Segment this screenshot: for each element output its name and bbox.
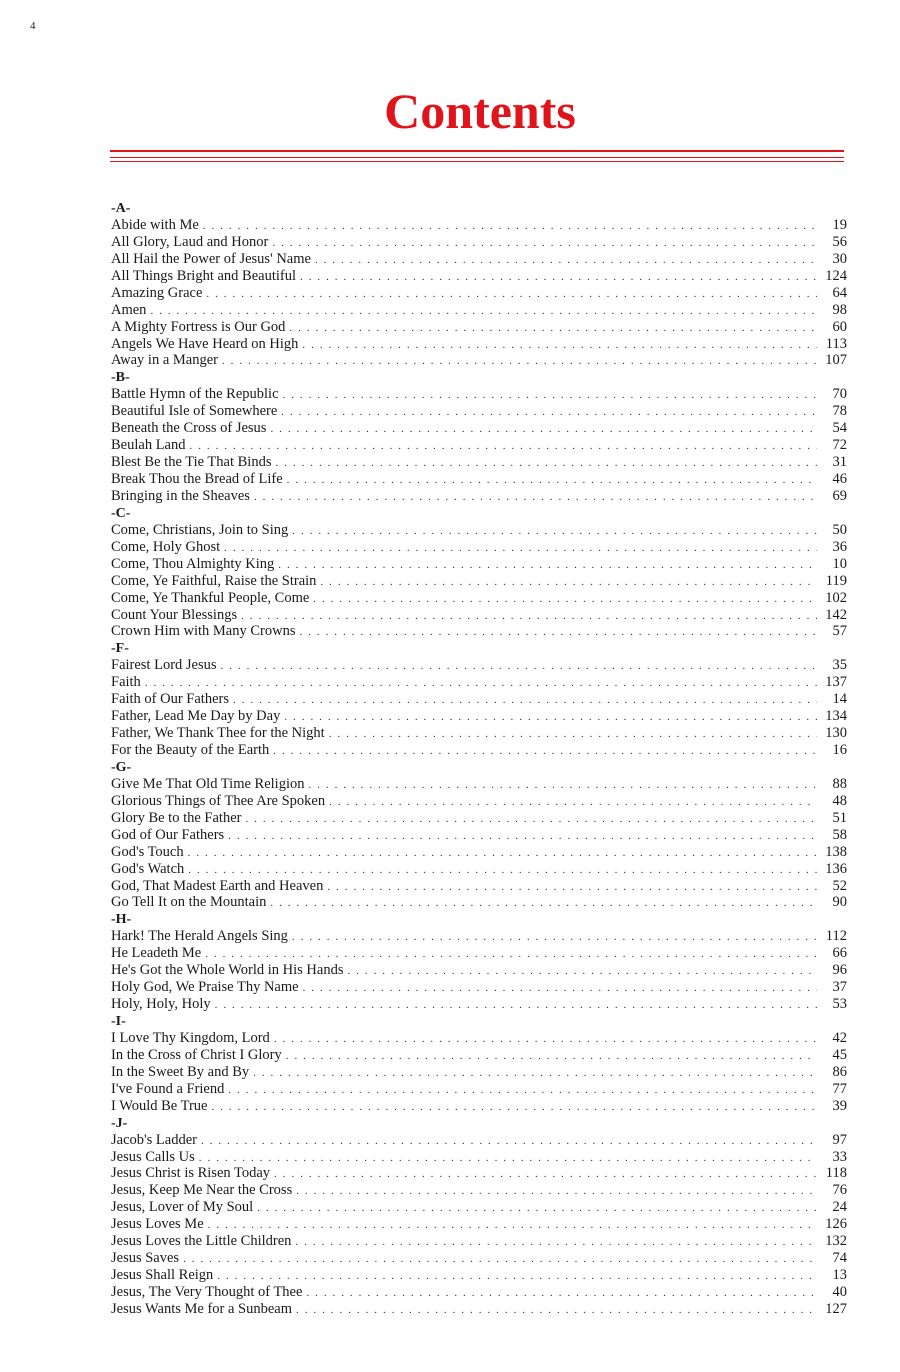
toc-entry <box>111 928 847 945</box>
dot-leader <box>292 929 817 946</box>
entry-page-number: 126 <box>825 1216 847 1233</box>
toc-section <box>111 1115 847 1318</box>
toc-entry <box>111 878 847 895</box>
toc-entry <box>111 1165 847 1182</box>
dot-leader <box>245 811 817 828</box>
entry-title: Jesus Saves <box>111 1250 180 1267</box>
dot-leader <box>188 845 817 862</box>
entry-title: Amazing Grace <box>111 284 203 301</box>
toc-entry <box>111 352 847 369</box>
dot-leader <box>270 895 817 912</box>
entry-page-number: 35 <box>832 657 847 674</box>
entry-page-number: 31 <box>832 454 847 471</box>
toc-section <box>111 505 847 641</box>
entry-page-number: 37 <box>832 979 847 996</box>
toc-entry <box>111 539 847 556</box>
dot-leader <box>320 574 817 591</box>
toc-entry <box>111 386 847 403</box>
entry-title: God, That Madest Earth and Heaven <box>111 877 324 894</box>
entry-page-number: 127 <box>825 1300 847 1317</box>
toc-entry <box>111 522 847 539</box>
dot-leader <box>188 862 817 879</box>
dot-leader <box>281 404 817 421</box>
toc-entry <box>111 894 847 911</box>
entry-page-number: 88 <box>832 775 847 792</box>
toc-entry <box>111 420 847 437</box>
dot-leader <box>241 608 817 625</box>
dot-leader <box>270 421 817 438</box>
toc-section <box>111 759 847 911</box>
dot-leader <box>199 1150 817 1167</box>
toc-entry <box>111 217 847 234</box>
entry-page-number: 51 <box>832 809 847 826</box>
toc-entry <box>111 1216 847 1233</box>
entry-title: Come, Christians, Join to Sing <box>111 521 289 538</box>
dot-leader <box>287 472 817 489</box>
dot-leader <box>286 1048 817 1065</box>
dot-leader <box>272 235 817 252</box>
entry-page-number: 134 <box>825 708 847 725</box>
entry-page-number: 30 <box>832 250 847 267</box>
entry-page-number: 45 <box>832 1046 847 1063</box>
dot-leader <box>295 1234 817 1251</box>
entry-title: Jesus Loves the Little Children <box>111 1233 292 1250</box>
entry-title: Jesus, The Very Thought of Thee <box>111 1284 303 1300</box>
entry-page-number: 39 <box>832 1097 847 1114</box>
dot-leader <box>145 675 817 692</box>
toc-entry <box>111 251 847 268</box>
entry-title: Blest Be the Tie That Binds <box>111 454 272 471</box>
toc-entry <box>111 336 847 353</box>
toc-entry <box>111 1199 847 1216</box>
entry-title: I Would Be True <box>111 1097 208 1114</box>
toc-entry <box>111 979 847 996</box>
toc-entry <box>111 742 847 759</box>
entry-page-number: 57 <box>832 623 847 640</box>
dot-leader <box>233 692 817 709</box>
dot-leader <box>150 303 817 320</box>
dot-leader <box>278 557 817 574</box>
toc-entry <box>111 1098 847 1115</box>
entry-title: Break Thou the Bread of Life <box>111 471 283 487</box>
entry-title: Faith <box>111 674 141 691</box>
entry-title: Glory Be to the Father <box>111 809 242 826</box>
entry-title: Bringing in the Sheaves <box>111 487 250 504</box>
dot-leader <box>296 1302 817 1319</box>
entry-page-number: 118 <box>825 1165 847 1182</box>
toc-entry <box>111 590 847 607</box>
entry-page-number: 137 <box>825 674 847 691</box>
title-rule-middle <box>110 157 844 158</box>
entry-page-number: 97 <box>832 1131 847 1148</box>
entry-page-number: 113 <box>825 335 847 352</box>
entry-page-number: 53 <box>832 996 847 1013</box>
table-of-contents <box>111 200 847 1318</box>
entry-page-number: 48 <box>832 792 847 809</box>
entry-title: Jesus Calls Us <box>111 1148 195 1165</box>
toc-entry <box>111 996 847 1013</box>
entry-page-number: 124 <box>825 267 847 284</box>
dot-leader <box>205 946 817 963</box>
toc-entry <box>111 657 847 674</box>
section-letter-heading: -B- <box>111 370 130 386</box>
dot-leader <box>329 726 817 743</box>
toc-section <box>111 1013 847 1115</box>
entry-page-number: 138 <box>825 843 847 860</box>
dot-leader <box>215 997 817 1014</box>
entry-title: A Mighty Fortress is Our God <box>111 318 286 335</box>
toc-entry <box>111 945 847 962</box>
entry-page-number: 60 <box>832 318 847 335</box>
entry-page-number: 66 <box>832 945 847 962</box>
toc-entry <box>111 1149 847 1166</box>
entry-title: Crown Him with Many Crowns <box>111 623 296 640</box>
entry-page-number: 10 <box>832 555 847 572</box>
dot-leader <box>347 963 817 980</box>
dot-leader <box>283 387 817 404</box>
entry-title: Father, Lead Me Day by Day <box>111 708 281 725</box>
entry-page-number: 107 <box>825 352 847 369</box>
dot-leader <box>306 1285 817 1302</box>
entry-page-number: 74 <box>832 1250 847 1267</box>
entry-title: Beneath the Cross of Jesus <box>111 420 267 437</box>
toc-entry <box>111 471 847 488</box>
toc-section <box>111 200 847 369</box>
entry-page-number: 42 <box>832 1029 847 1046</box>
toc-entry <box>111 268 847 285</box>
entry-title: God's Watch <box>111 860 185 877</box>
entry-title: Beautiful Isle of Somewhere <box>111 403 278 420</box>
toc-entry <box>111 488 847 505</box>
entry-page-number: 76 <box>832 1182 847 1199</box>
entry-title: Faith of Our Fathers <box>111 691 229 708</box>
entry-page-number: 36 <box>832 538 847 555</box>
dot-leader <box>329 794 817 811</box>
entry-page-number: 13 <box>832 1267 847 1284</box>
entry-page-number: 69 <box>832 487 847 504</box>
entry-title: Come, Ye Thankful People, Come <box>111 589 310 606</box>
dot-leader <box>273 743 817 760</box>
toc-entry <box>111 1284 847 1301</box>
entry-title: God of Our Fathers <box>111 826 225 843</box>
entry-page-number: 33 <box>832 1148 847 1165</box>
entry-title: Battle Hymn of the Republic <box>111 386 279 403</box>
entry-page-number: 90 <box>832 894 847 911</box>
entry-title: In the Sweet By and By <box>111 1063 250 1080</box>
dot-leader <box>284 709 817 726</box>
dot-leader <box>203 218 817 235</box>
entry-title: Jacob's Ladder <box>111 1131 197 1148</box>
entry-title: Come, Holy Ghost <box>111 538 221 555</box>
toc-entry <box>111 319 847 336</box>
dot-leader <box>299 624 817 641</box>
toc-entry <box>111 1182 847 1199</box>
entry-title: Hark! The Herald Angels Sing <box>111 928 288 945</box>
title-rule-bottom <box>110 161 844 162</box>
entry-title: Jesus Wants Me for a Sunbeam <box>111 1300 292 1317</box>
dot-leader <box>327 879 817 896</box>
dot-leader <box>308 777 817 794</box>
dot-leader <box>228 828 817 845</box>
toc-entry <box>111 1132 847 1149</box>
toc-entry <box>111 1064 847 1081</box>
section-letter-heading: -F- <box>111 641 129 657</box>
entry-page-number: 70 <box>832 386 847 403</box>
toc-section <box>111 640 847 759</box>
entry-page-number: 19 <box>832 216 847 233</box>
toc-entry <box>111 1030 847 1047</box>
entry-page-number: 54 <box>832 420 847 437</box>
entry-title: Amen <box>111 301 147 318</box>
dot-leader <box>302 337 817 354</box>
dot-leader <box>274 1166 817 1183</box>
entry-page-number: 98 <box>832 301 847 318</box>
toc-entry <box>111 844 847 861</box>
entry-title: Jesus, Keep Me Near the Cross <box>111 1182 293 1199</box>
section-letter-heading: -H- <box>111 912 132 928</box>
toc-entry <box>111 708 847 725</box>
entry-page-number: 50 <box>832 521 847 538</box>
entry-page-number: 96 <box>832 962 847 979</box>
entry-title: Come, Ye Faithful, Raise the Strain <box>111 572 317 589</box>
entry-page-number: 64 <box>832 284 847 301</box>
dot-leader <box>190 438 818 455</box>
toc-entry <box>111 607 847 624</box>
toc-entry <box>111 962 847 979</box>
toc-section <box>111 369 847 505</box>
dot-leader <box>300 269 817 286</box>
entry-title: Count Your Blessings <box>111 606 238 623</box>
entry-title: He Leadeth Me <box>111 945 202 962</box>
dot-leader <box>254 489 817 506</box>
entry-title: Give Me That Old Time Religion <box>111 775 305 792</box>
entry-title: He's Got the Whole World in His Hands <box>111 962 344 979</box>
toc-section <box>111 911 847 1013</box>
dot-leader <box>303 980 817 997</box>
toc-entry <box>111 1301 847 1318</box>
toc-entry <box>111 623 847 640</box>
toc-entry <box>111 793 847 810</box>
entry-page-number: 119 <box>825 572 847 589</box>
entry-page-number: 102 <box>825 589 847 606</box>
entry-title: Jesus Loves Me <box>111 1216 204 1233</box>
entry-title: In the Cross of Christ I Glory <box>111 1046 282 1063</box>
dot-leader <box>224 540 817 557</box>
toc-entry <box>111 1081 847 1098</box>
entry-page-number: 24 <box>832 1199 847 1216</box>
entry-title: Come, Thou Almighty King <box>111 555 275 572</box>
dot-leader <box>222 353 817 370</box>
entry-title: I've Found a Friend <box>111 1080 225 1097</box>
dot-leader <box>292 523 817 540</box>
toc-entry <box>111 437 847 454</box>
entry-title: All Things Bright and Beautiful <box>111 267 296 284</box>
dot-leader <box>221 658 817 675</box>
dot-leader <box>211 1099 817 1116</box>
dot-leader <box>289 320 817 337</box>
entry-title: Go Tell It on the Mountain <box>111 894 267 911</box>
toc-entry <box>111 403 847 420</box>
dot-leader <box>315 252 817 269</box>
toc-entry <box>111 1267 847 1284</box>
entry-page-number: 130 <box>825 725 847 742</box>
entry-page-number: 58 <box>832 826 847 843</box>
entry-title: Away in a Manger <box>111 352 218 369</box>
entry-title: Glorious Things of Thee Are Spoken <box>111 792 326 809</box>
toc-entry <box>111 691 847 708</box>
entry-page-number: 72 <box>832 437 847 454</box>
entry-title: Abide with Me <box>111 216 199 233</box>
entry-title: Angels We Have Heard on High <box>111 335 299 352</box>
dot-leader <box>313 591 817 608</box>
entry-title: For the Beauty of the Earth <box>111 742 270 758</box>
entry-title: All Glory, Laud and Honor <box>111 233 269 250</box>
toc-entry <box>111 1233 847 1250</box>
entry-title: Jesus Christ is Risen Today <box>111 1165 271 1182</box>
toc-entry <box>111 454 847 471</box>
entry-title: Jesus, Lover of My Soul <box>111 1199 254 1216</box>
entry-title: Father, We Thank Thee for the Night <box>111 725 325 742</box>
entry-page-number: 142 <box>825 606 847 623</box>
section-letter-heading: -J- <box>111 1115 128 1131</box>
page-number: 4 <box>30 20 36 32</box>
entry-title: Jesus Shall Reign <box>111 1267 214 1284</box>
toc-entry <box>111 556 847 573</box>
dot-leader <box>206 286 817 303</box>
title-rule-top <box>110 150 844 152</box>
entry-title: God's Touch <box>111 843 184 860</box>
entry-title: Fairest Lord Jesus <box>111 657 217 674</box>
dot-leader <box>228 1082 817 1099</box>
toc-entry <box>111 234 847 251</box>
entry-title: Holy, Holy, Holy <box>111 996 211 1013</box>
toc-entry <box>111 776 847 793</box>
dot-leader <box>257 1200 817 1217</box>
section-letter-heading: -G- <box>111 759 132 775</box>
section-letter-heading: -I- <box>111 1014 126 1029</box>
entry-title: Beulah Land <box>111 437 186 454</box>
entry-page-number: 52 <box>832 877 847 894</box>
section-letter-heading: -C- <box>111 505 131 521</box>
entry-page-number: 56 <box>832 233 847 250</box>
page-title: Contents <box>384 83 576 139</box>
entry-page-number: 46 <box>832 471 847 487</box>
entry-page-number: 112 <box>825 928 847 945</box>
dot-leader <box>208 1217 817 1234</box>
entry-page-number: 78 <box>832 403 847 420</box>
toc-entry <box>111 861 847 878</box>
toc-entry <box>111 285 847 302</box>
dot-leader <box>274 1031 817 1048</box>
entry-page-number: 14 <box>832 691 847 708</box>
toc-entry <box>111 302 847 319</box>
entry-page-number: 132 <box>825 1233 847 1250</box>
entry-page-number: 40 <box>832 1284 847 1300</box>
dot-leader <box>201 1133 817 1150</box>
toc-entry <box>111 1047 847 1064</box>
dot-leader <box>217 1268 817 1285</box>
dot-leader <box>296 1183 817 1200</box>
section-letter-heading: -A- <box>111 201 131 216</box>
toc-entry <box>111 810 847 827</box>
dot-leader <box>275 455 817 472</box>
toc-entry <box>111 725 847 742</box>
toc-entry <box>111 1250 847 1267</box>
entry-title: All Hail the Power of Jesus' Name <box>111 250 311 267</box>
entry-page-number: 136 <box>825 860 847 877</box>
toc-entry <box>111 827 847 844</box>
entry-page-number: 16 <box>832 742 847 758</box>
entry-page-number: 77 <box>832 1080 847 1097</box>
toc-entry <box>111 573 847 590</box>
dot-leader <box>253 1065 817 1082</box>
entry-page-number: 86 <box>832 1063 847 1080</box>
entry-title: I Love Thy Kingdom, Lord <box>111 1029 270 1046</box>
entry-title: Holy God, We Praise Thy Name <box>111 979 299 996</box>
dot-leader <box>183 1251 817 1268</box>
toc-entry <box>111 674 847 691</box>
